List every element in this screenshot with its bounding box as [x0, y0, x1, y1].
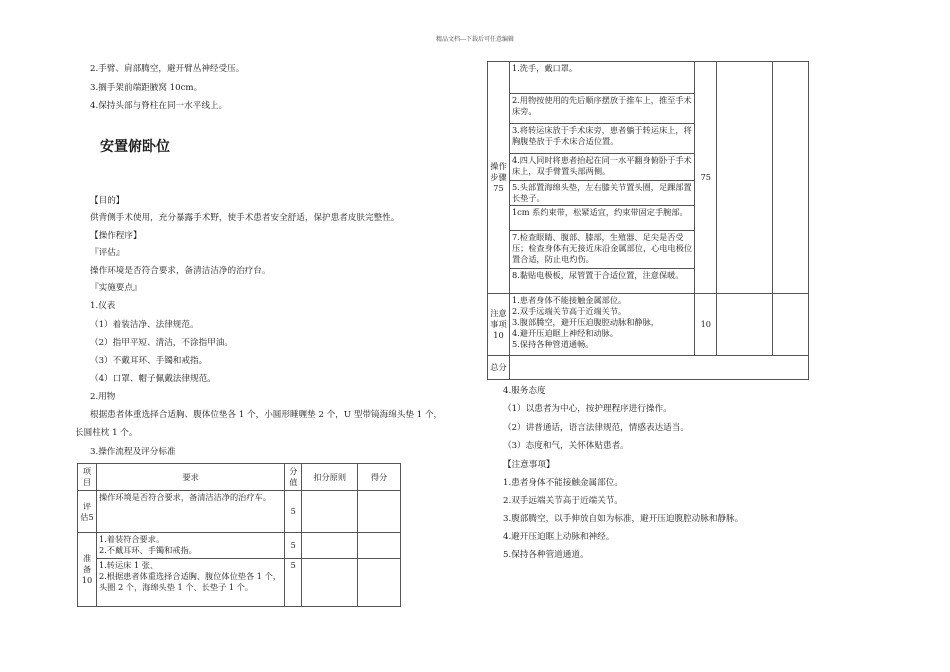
total-label: 总分: [488, 356, 510, 380]
step-cell: 5.头部置海绵头垫，左右膝关节置头圈，足踝部置长垫子。: [509, 181, 694, 206]
instrument-item: （3）不戴耳环、手镯和戒指。: [90, 356, 208, 366]
attention-item: 2.双手远端关节高于近端关节。: [503, 496, 623, 506]
op-got: [773, 62, 809, 294]
op-label: 操作步骤75: [488, 62, 510, 294]
row-requirement: 1.转运床 1 张、 2.根据患者体重选择合适胸、腹位体位垫各 1 个，头圈 2 个，海绵头垫 1 个、长垫子 1 个。: [96, 559, 284, 607]
attention-item: 4.避开压迫眶上动脉和神经。: [503, 532, 615, 542]
score-table-left: [77, 463, 401, 607]
score-table-right: [487, 61, 809, 380]
attention-item: 1.患者身体不能接触金属部位。: [503, 478, 623, 488]
row-got: [358, 533, 401, 559]
attention-item: 3.腹部腾空，以手伸放自如为标准，避开压迫腹腔动脉和静脉。: [503, 514, 744, 524]
row-deduction: [302, 491, 358, 533]
step-cell: 7.检查眼睛、腹部、膝部，生殖器、足尖是否受压；检查身体有无接近床沿金属部位，心电电极位置合适，防止电灼伤。: [509, 231, 694, 269]
supplies-text: 根据患者体重选择合适胸、腹体位垫各 1 个，小圆形睡喱垫 2 个，U 型带镜海绵头垫 1 个，: [90, 410, 443, 420]
service-item: （3）态度和气，关怀体贴患者。: [503, 441, 629, 451]
step-cell: 2.用物按使用的先后顺序摆放于推车上，推至手术床旁。: [509, 94, 694, 124]
attention-item: 5.保持各种管道通道。: [503, 550, 589, 560]
notes-deduction: [717, 294, 773, 356]
section-title: 安置俯卧位: [100, 139, 170, 155]
service-item: （1）以患者为中心，按护理程序进行操作。: [503, 404, 672, 414]
row-requirement: 1.着装符合要求。 2.不戴耳环、手镯和戒指。: [96, 533, 284, 559]
row-item: 准备10: [78, 533, 97, 607]
service-item: （2）讲普通话，语言法律规范，情感表达适当。: [503, 423, 689, 433]
row-score: 5: [285, 533, 302, 559]
header-item: 项目: [78, 464, 97, 491]
step-cell: 8.黏贴电极板，尿管置于合适位置，注意保暖。: [509, 269, 694, 294]
notes-got: [773, 294, 809, 356]
impl-heading: 『实施要点』: [90, 283, 142, 293]
step-cell: 1.洗手，戴口罩。: [509, 62, 694, 94]
step-cell: 1cm 系约束带，松紧适宜，约束带固定手腕部。: [509, 206, 694, 231]
notes-cell: 1.患者身体不能接触金属部位。 2.双手远端关节高于近端关节。 3.腹部腾空，避开压迫腹腔动脉和静脉， 4.避开压迫眶上神经和动脉。 5.保持各种管道通畅。: [509, 294, 694, 356]
row-deduction: [302, 559, 358, 607]
row-score: 5: [285, 491, 302, 533]
purpose-text: 供背侧手术使用，充分暴露手术野，使手术患者安全舒适，保护患者皮肤完整性。: [90, 213, 400, 223]
header-deduction: 扣分原则: [302, 464, 358, 491]
row-requirement: 操作环境是否符合要求，备清洁洁净的治疗车。: [96, 491, 284, 533]
table-caption: 3.操作流程及评分标准: [90, 447, 176, 457]
instrument-item: （2）指甲平短、清洁，不涂指甲油。: [90, 338, 233, 348]
instrument-heading: 1.仪表: [90, 301, 116, 311]
instrument-item: （1）着装洁净、法律规范。: [90, 320, 199, 330]
eval-heading: 『评估』: [90, 248, 125, 258]
notes-score: 10: [695, 294, 717, 356]
step-cell: 3.将转运床放于手术床旁，患者躺于转运床上，将胸腹垫放于手术床合适位置。: [509, 124, 694, 154]
step-cell: 4.四人同时将患者抬起在同一水平翻身俯卧于手术床上，双手臂置头部两侧。: [509, 154, 694, 181]
supplies-text: 长圆柱枕 1 个。: [75, 428, 138, 438]
procedure-heading: 【操作程序】: [90, 231, 142, 241]
header-note: 精品文档---下载后可任意编辑: [435, 36, 515, 43]
header-got: 得分: [358, 464, 401, 491]
op-score: 75: [695, 62, 717, 294]
instrument-item: （4）口罩、帽子佩戴法律规范。: [90, 374, 216, 384]
header-score: 分值: [285, 464, 302, 491]
total-cell: [509, 356, 808, 380]
notes-label: 注意事项10: [488, 294, 510, 356]
header-requirement: 要求: [96, 464, 284, 491]
row-item: 评估5: [78, 491, 97, 533]
row-got: [358, 491, 401, 533]
eval-text: 操作环境是否符合要求，备清洁洁净的治疗台。: [90, 266, 271, 276]
body-line: 2.手臂、肩部腾空，避开臂丛神经受压。: [90, 64, 245, 74]
op-deduction: [717, 62, 773, 294]
supplies-heading: 2.用物: [90, 392, 116, 402]
body-line: 3.搁手架前端距腋窝 10cm。: [90, 83, 203, 93]
row-deduction: [302, 533, 358, 559]
purpose-heading: 【目的】: [90, 196, 125, 206]
row-score: 5: [285, 559, 302, 607]
attention-heading: 【注意事项】: [503, 460, 555, 470]
service-heading: 4.服务态度: [503, 386, 546, 396]
row-got: [358, 559, 401, 607]
body-line: 4.保持头部与脊柱在同一水平线上。: [90, 101, 228, 111]
